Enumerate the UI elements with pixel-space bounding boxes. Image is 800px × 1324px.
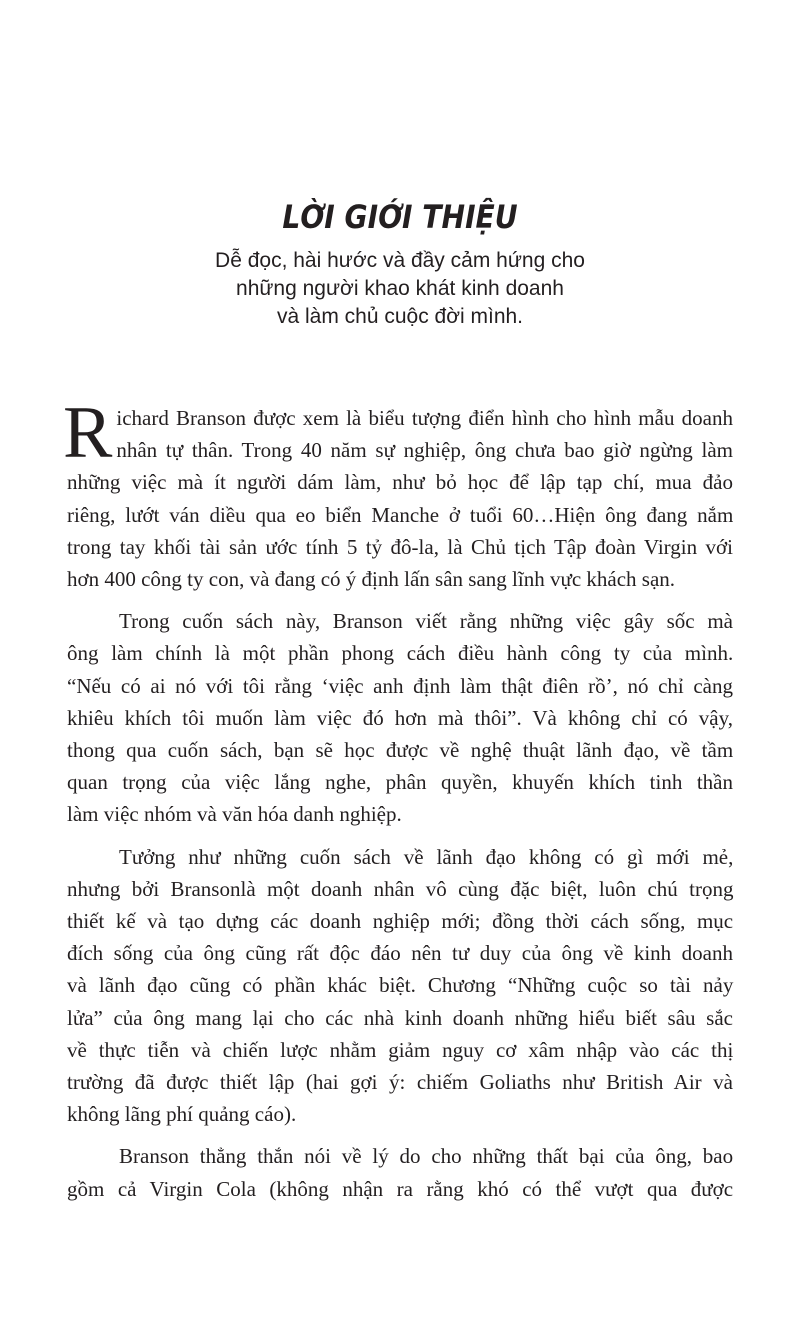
text-line: riêng, lướt ván diều qua eo biển Manche ở tuổi 60…Hiện ông đang nắm — [67, 502, 734, 527]
subtitle-line: Dễ đọc, hài hước và đầy cảm hứng cho — [215, 249, 585, 272]
paragraph-2 — [67, 605, 733, 830]
text-line: trường đã được thiết lập (hai gợi ý: chiếm Goliaths như British Air và — [67, 1070, 733, 1095]
text-line: Trong cuốn sách này, Branson viết rằng những việc gây sốc mà — [119, 609, 733, 634]
text-line: khiêu khích tôi muốn làm việc đó hơn mà thôi”. Và không chỉ có vậy, — [67, 705, 733, 730]
text-line: thiết kế và tạo dựng các doanh nghiệp mới; đồng thời cách sống, mục — [67, 909, 734, 934]
text-line: gồm cả Virgin Cola (không nhận ra rằng khó có thể vượt qua được — [67, 1176, 734, 1201]
subtitle-line: những người khao khát kinh doanh — [236, 277, 564, 300]
text-line: ichard Branson được xem là biểu tượng điển hình cho hình mẫu doanh — [116, 406, 733, 430]
body-text — [63, 392, 734, 1215]
text-line: “Nếu có ai nó với tôi rằng ‘việc anh định làm thật điên rồ’, nó chỉ càng — [67, 673, 733, 698]
paragraph-1 — [63, 392, 734, 595]
paragraph-4 — [67, 1140, 733, 1204]
chapter-heading: LỜI GIỚI THIỆU — [282, 198, 518, 236]
text-line: hơn 400 công ty con, và đang có ý định lấn sân sang lĩnh vực khách sạn. — [67, 567, 676, 592]
text-line: làm việc nhóm và văn hóa danh nghiệp. — [67, 802, 402, 827]
text-line: những việc mà ít người dám làm, như bỏ học để lập tạp chí, mua đảo — [67, 470, 733, 495]
paragraph-3 — [67, 841, 733, 1131]
text-line: lửa” của ông mang lại cho các nhà kinh doanh những hiểu biết sâu sắc — [67, 1005, 733, 1030]
text-line: nhân tự thân. Trong 40 năm sự nghiệp, ông chưa bao giờ ngừng làm — [116, 438, 733, 463]
subtitle-line: và làm chủ cuộc đời mình. — [276, 305, 524, 328]
text-line: Tưởng như những cuốn sách về lãnh đạo không có gì mới mẻ, — [119, 844, 734, 869]
text-line: thong qua cuốn sách, bạn sẽ học được về nghệ thuật lãnh đạo, về tầm — [67, 738, 734, 763]
text-line: về thực tiễn và chiến lược nhằm giảm nguy cơ xâm nhập vào các thị — [67, 1037, 734, 1062]
drop-cap: R — [63, 392, 113, 474]
text-line: đích sống của ông cũng rất độc đáo nên tư duy của ông về kinh doanh — [67, 941, 733, 966]
text-line: ông làm chính là một phần phong cách điều hành công ty của mình. — [67, 641, 734, 666]
text-line: quan trọng của việc lắng nghe, phân quyền, khuyến khích tinh thần — [67, 770, 733, 795]
text-line: trong tay khối tài sản ước tính 5 tỷ đô-la, là Chủ tịch Tập đoàn Virgin với — [67, 534, 733, 559]
text-line: Branson thẳng thắn nói về lý do cho những thất bại của ông, bao — [119, 1144, 734, 1169]
chapter-subtitle — [150, 247, 650, 331]
text-line: không lãng phí quảng cáo). — [67, 1102, 297, 1127]
text-line: và lãnh đạo cũng có phần khác biệt. Chương “Những cuộc so tài nảy — [67, 973, 734, 998]
text-line: nhưng bởi Bransonlà một doanh nhân vô cùng đặc biệt, luôn chú trọng — [67, 876, 734, 901]
